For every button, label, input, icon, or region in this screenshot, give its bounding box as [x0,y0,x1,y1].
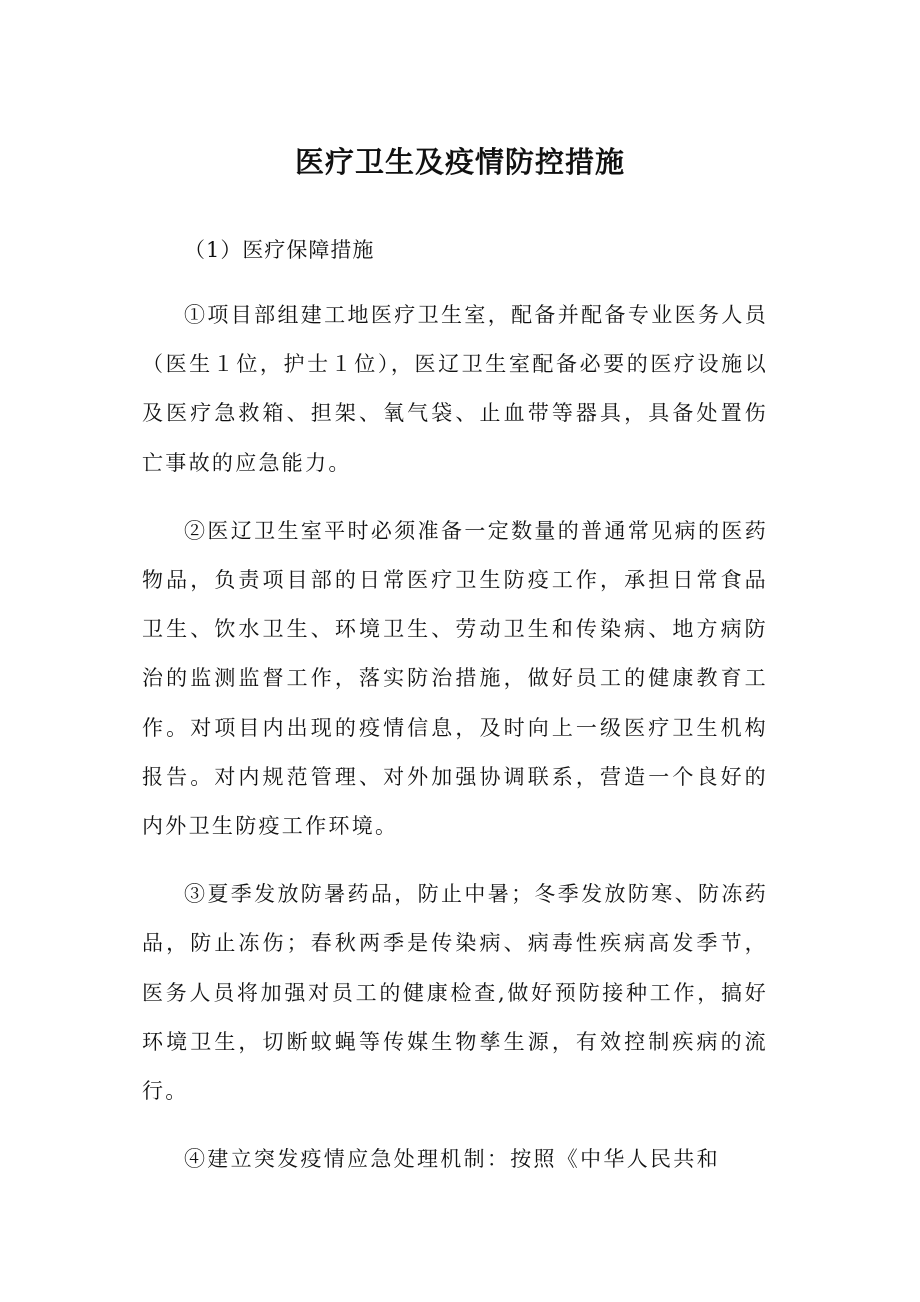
section-heading: （1）医疗保障措施 [184,238,375,262]
document-title: 医疗卫生及疫情防控措施 [294,145,625,179]
paragraph-3: ③夏季发放防暑药品，防止中暑；冬季发放防寒、防冻药品，防止冻伤；春秋两季是传染病、病毒性疾病高发季节，医务人员将加强对员工的健康检查,做好预防接种工作，搞好环境卫生，切断蚊蝇等传媒生物孳生源，有效控制疾病的流行。 [142,882,768,1104]
paragraph-1: ①项目部组建工地医疗卫生室，配备并配备专业医务人员（医生１位，护士１位），医辽卫生室配备必要的医疗设施以及医疗急救箱、担架、氧气袋、止血带等器具，具备处置伤亡事故的应急能力。 [142,303,768,475]
paragraph-4: ④建立突发疫情应急处理机制：按照《中华人民共和 [184,1147,720,1172]
paragraph-2: ②医辽卫生室平时必须准备一定数量的普通常见病的医药物品，负责项目部的日常医疗卫生防疫工作，承担日常食品卫生、饮水卫生、环境卫生、劳动卫生和传染病、地方病防治的监测监督工作，落实防治措施，做好员工的健康教育工作。对项目内出现的疫情信息，及时向上一级医疗卫生机构报告。对内规范管理、对外加强协调联系，营造一个良好的内外卫生防疫工作环境。 [142,518,768,839]
document-body [142,228,768,1203]
